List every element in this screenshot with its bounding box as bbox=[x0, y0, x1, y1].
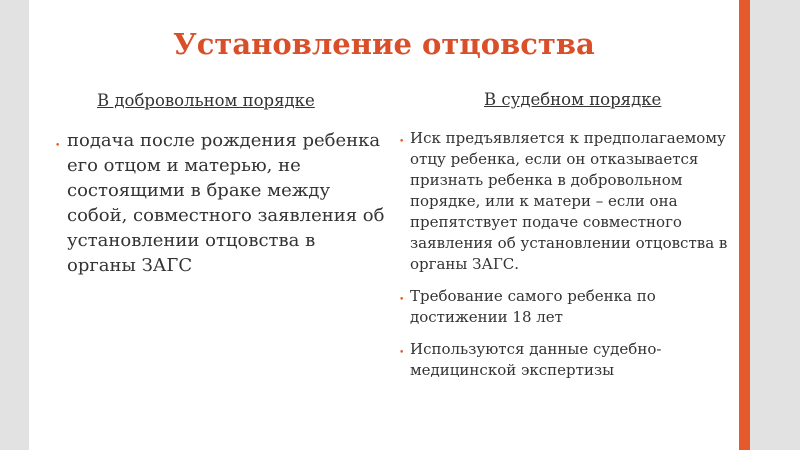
bullet-text: Иск предъявляется к предполагаемому отцу ребенка, если он отказывается признать ребенка в добровольном порядке, или к матери – если она препятствует подаче совместного заявления об установлении отцовства в органы ЗАГС. bbox=[410, 129, 728, 273]
bullet-icon: • bbox=[399, 137, 405, 147]
bullet-icon: • bbox=[55, 141, 61, 151]
bullet-text: Используются данные судебно-медицинской экспертизы bbox=[410, 340, 662, 379]
slide-title: Установление отцовства bbox=[173, 27, 595, 61]
bullet-text: подача после рождения ребенка его отцом и матерью, не состоящими в браке между собой, совместного заявления об установлении отцовства в органы ЗАГС bbox=[67, 130, 385, 276]
list-item bbox=[55, 128, 385, 278]
left-bullet-list bbox=[55, 128, 385, 278]
right-column-heading: В судебном порядке bbox=[484, 90, 662, 109]
bullet-icon: • bbox=[399, 348, 405, 358]
list-item bbox=[398, 128, 738, 275]
bullet-text: Требование самого ребенка по достижении 18 лет bbox=[410, 287, 656, 326]
right-gutter bbox=[750, 0, 800, 450]
list-item bbox=[398, 339, 738, 381]
bullet-icon: • bbox=[399, 295, 405, 305]
list-item bbox=[398, 286, 738, 328]
right-bullet-list bbox=[398, 128, 738, 392]
left-column-heading: В добровольном порядке bbox=[97, 91, 315, 110]
accent-bar bbox=[739, 0, 750, 450]
